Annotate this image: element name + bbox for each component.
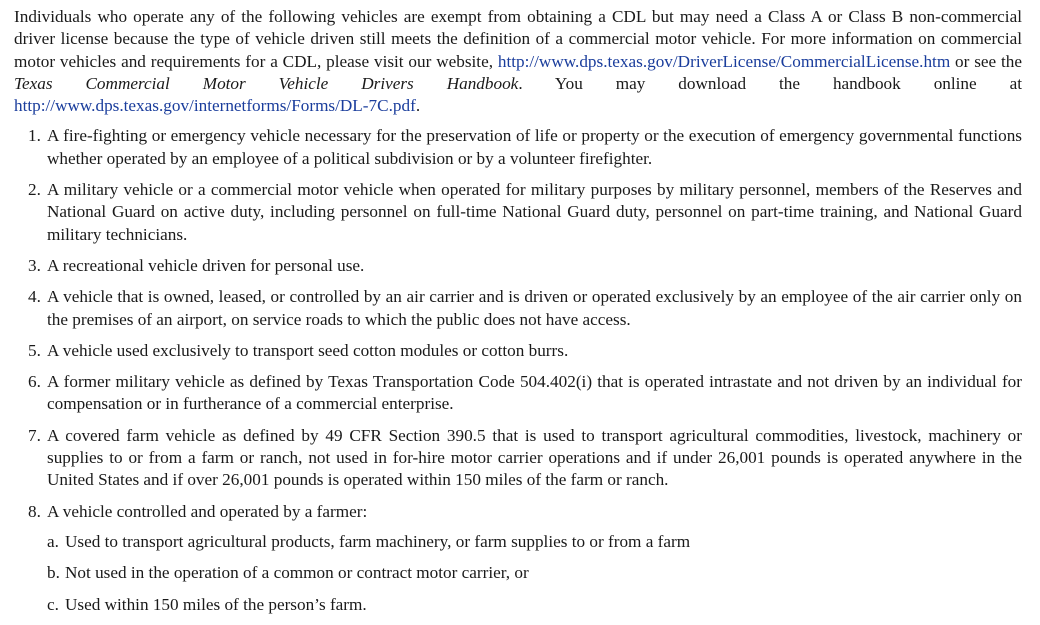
sub-item-letter: a. xyxy=(47,531,59,551)
item-text: A vehicle controlled and operated by a farmer: xyxy=(47,501,368,521)
sub-list-item xyxy=(47,531,1022,553)
sub-item-text: Used to transport agricultural products, farm machinery, or farm supplies to or from a farm xyxy=(65,531,691,551)
farmer-sublist xyxy=(47,531,1022,616)
intro-text-end: . xyxy=(415,96,421,116)
handbook-pdf-link[interactable]: http://www.dps.texas.gov/internetforms/Forms/DL-7C.pdf xyxy=(14,96,416,116)
item-text: A military vehicle or a commercial motor vehicle when operated for military purposes by military personnel, members of the Reserves and National Guard on active duty, including personnel on full-time National Guard duty, personnel on part-time training, and National Guard military technicians. xyxy=(47,180,1022,244)
list-item xyxy=(14,179,1022,246)
sub-list-item xyxy=(47,562,1022,584)
item-number: 6. xyxy=(28,372,41,392)
intro-paragraph xyxy=(14,6,1022,117)
item-text: A vehicle that is owned, leased, or controlled by an air carrier and is driven or operated exclusively by an employee of the air carrier only on the premises of an airport, on service roads to which the public does not have access. xyxy=(47,287,1022,329)
item-text: A recreational vehicle driven for personal use. xyxy=(47,255,365,275)
item-text: A covered farm vehicle as defined by 49 CFR Section 390.5 that is used to transport agricultural commodities, livestock, machinery or supplies to or from a farm or ranch, not used in for-hire motor carrier operations and if under 26,001 pounds is operated anywhere in the United States and if over 26,001 pounds is operated within 150 miles of the farm or ranch. xyxy=(47,425,1022,490)
item-number: 1. xyxy=(28,126,41,146)
intro-text-mid2: . You may download the handbook online at xyxy=(518,73,1023,93)
item-number: 5. xyxy=(28,340,41,360)
item-number: 3. xyxy=(28,255,41,275)
sub-item-text: Not used in the operation of a common or contract motor carrier, or xyxy=(65,563,529,583)
item-text: A fire-fighting or emergency vehicle necessary for the preservation of life or property or the execution of emergency governmental functions whether operated by an employee of a political subdivision or by a volunteer firefighter. xyxy=(47,126,1022,168)
item-text: A former military vehicle as defined by Texas Transportation Code 504.402(i) that is operated intrastate and not driven by an individual for compensation or in furtherance of a commercial enterprise. xyxy=(47,372,1022,414)
list-item xyxy=(14,501,1022,616)
list-item xyxy=(14,286,1022,331)
commercial-license-link[interactable]: http://www.dps.texas.gov/DriverLicense/CommercialLicense.htm xyxy=(497,51,951,71)
item-number: 4. xyxy=(28,287,41,307)
sub-item-letter: c. xyxy=(47,594,59,614)
list-item xyxy=(14,425,1022,492)
exemption-list xyxy=(14,125,1022,615)
item-number: 8. xyxy=(28,501,41,521)
sub-item-letter: b. xyxy=(47,563,60,583)
list-item xyxy=(14,371,1022,416)
list-item xyxy=(14,125,1022,170)
sub-list-item xyxy=(47,594,1022,616)
handbook-title: Texas Commercial Motor Vehicle Drivers Handbook xyxy=(14,73,519,93)
item-number: 7. xyxy=(28,425,41,445)
list-item xyxy=(14,340,1022,362)
item-number: 2. xyxy=(28,180,41,200)
intro-text-mid: or see the xyxy=(950,51,1023,71)
list-item xyxy=(14,255,1022,277)
intro-text: Individuals who operate any of the following vehicles are exempt from obtaining a CDL but may need a Class A or Class B non-commercial driver license because the type of vehicle driven still meets the definition of a commercial motor vehicle. For more information on commercial motor vehicles and requirements for a CDL, please visit our website, xyxy=(14,7,1022,71)
item-text: A vehicle used exclusively to transport seed cotton modules or cotton burrs. xyxy=(47,340,569,360)
sub-item-text: Used within 150 miles of the person’s farm. xyxy=(65,594,367,614)
